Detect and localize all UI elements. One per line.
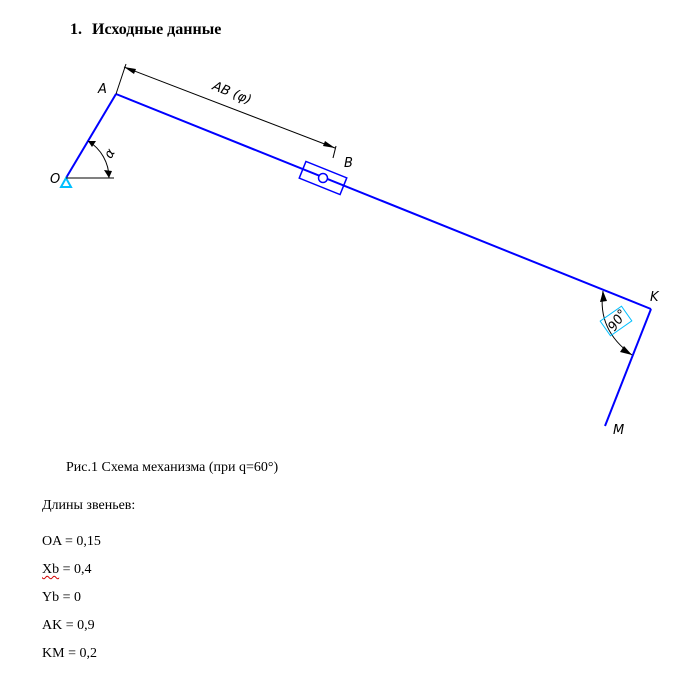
param-oa (42, 534, 101, 550)
section-title: Исходные данные (92, 21, 222, 38)
pivot-b (319, 174, 328, 183)
label-m: M (613, 423, 625, 438)
arrowhead (620, 346, 632, 355)
link-oa (66, 94, 119, 178)
arrowhead (600, 291, 607, 302)
param-name: OA (42, 534, 62, 549)
arrowhead (124, 67, 136, 74)
param-name: AK (42, 618, 63, 633)
figure-caption: Рис.1 Схема механизма (при q=60°) (66, 460, 279, 475)
param-km (42, 646, 97, 662)
lengths-heading: Длины звеньев: (42, 498, 136, 513)
param-value: = 0 (59, 590, 82, 605)
arrowhead (104, 170, 112, 178)
param-name: Yb (42, 590, 60, 605)
label-alpha: α (101, 146, 119, 162)
arrowhead (323, 141, 335, 148)
param-xb (42, 562, 92, 578)
label-o: O (50, 172, 61, 187)
param-ak (42, 618, 95, 634)
param-value: = 0,9 (62, 618, 95, 633)
section-number: 1. (70, 21, 82, 38)
label-k: K (650, 290, 659, 305)
label-b: B (344, 156, 353, 171)
label-a: A (98, 82, 107, 97)
param-value: = 0,2 (64, 646, 97, 661)
link-ak (116, 94, 651, 309)
param-name: Xb (42, 562, 60, 577)
extension-line (116, 64, 126, 94)
param-value: = 0,4 (59, 562, 92, 577)
param-name: KM (42, 646, 65, 661)
ground-support-icon (61, 178, 71, 187)
param-yb (42, 590, 81, 606)
dimension-line-ab (124, 67, 335, 148)
param-value: = 0,15 (61, 534, 101, 549)
label-ab-dimension: AB (φ) (210, 78, 254, 109)
label-angle-k: 90° (605, 306, 631, 335)
